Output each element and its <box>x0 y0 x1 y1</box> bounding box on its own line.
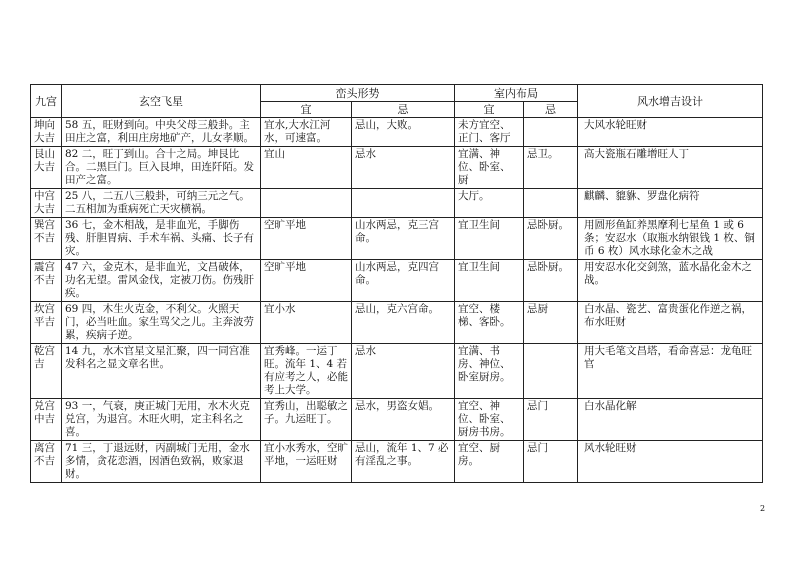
flying-star-cell: 47 六，金克木，是非血光，文昌破体，功名无望。雷风金伐，定被刀伤。伤残肝疾。 <box>62 260 261 302</box>
design-cell: 风水轮旺财 <box>578 441 763 483</box>
table-row <box>31 344 763 399</box>
header-landform-suitable: 宜 <box>261 102 352 118</box>
table-row <box>31 147 763 189</box>
landform-avoid-cell: 忌水 <box>352 344 455 399</box>
landform-suitable-cell: 空旷平地 <box>261 218 352 260</box>
flying-star-cell: 58 五，旺财到向。中央父母三般卦。主田庄之富，利田庄房地矿产，儿女孝顺。 <box>62 118 261 147</box>
flying-star-cell: 93 一，气衰，庚正城门无用，水木火克兑宫，为退宫。木旺火明，定主科名之喜。 <box>62 399 261 441</box>
table-row <box>31 302 763 344</box>
indoor-suitable-cell: 宜满、书房、神位、卧室厨房。 <box>455 344 524 399</box>
page-number: 2 <box>760 504 766 513</box>
palace-cell: 兑宫中吉 <box>31 399 62 441</box>
feng-shui-table <box>30 84 763 483</box>
landform-suitable-cell: 宜小水 <box>261 302 352 344</box>
header-flying-star: 玄空飞星 <box>62 85 261 118</box>
palace-cell: 乾宫吉 <box>31 344 62 399</box>
indoor-suitable-cell: 宜空、厨房。 <box>455 441 524 483</box>
palace-cell: 巽宫不吉 <box>31 218 62 260</box>
table-row <box>31 441 763 483</box>
indoor-suitable-cell: 宜卫生间 <box>455 260 524 302</box>
landform-suitable-cell <box>261 189 352 218</box>
landform-suitable-cell: 宜山 <box>261 147 352 189</box>
indoor-avoid-cell <box>524 118 578 147</box>
design-cell: 大风水轮旺财 <box>578 118 763 147</box>
header-landform: 峦头形势 <box>261 85 455 102</box>
flying-star-cell: 69 四，木生火克金，不利父。火照天门，必当吐血。家生骂父之儿。主奔波劳累，疾病子逆。 <box>62 302 261 344</box>
indoor-avoid-cell: 忌卧厨。 <box>524 260 578 302</box>
indoor-suitable-cell: 宜卫生间 <box>455 218 524 260</box>
landform-avoid-cell: 忌山，大败。 <box>352 118 455 147</box>
palace-cell: 坎宫平吉 <box>31 302 62 344</box>
table-row <box>31 189 763 218</box>
design-cell: 高大瓷瓶石雕增旺人丁 <box>578 147 763 189</box>
design-cell: 白水晶、瓷艺、富贵蛋化作逆之祸，布水旺财 <box>578 302 763 344</box>
indoor-avoid-cell: 忌门 <box>524 441 578 483</box>
indoor-suitable-cell: 宜空、楼梯、客卧。 <box>455 302 524 344</box>
indoor-suitable-cell: 宜空、神位、卧室、厨房书房。 <box>455 399 524 441</box>
header-indoor-suitable: 宜 <box>455 102 524 118</box>
table-row <box>31 218 763 260</box>
design-cell: 用安忍水化交剑煞，蓝水晶化金木之战。 <box>578 260 763 302</box>
table-row <box>31 260 763 302</box>
header-indoor: 室内布局 <box>455 85 578 102</box>
landform-suitable-cell: 宜小水秀水，空旷平地，一运旺财 <box>261 441 352 483</box>
indoor-avoid-cell: 忌门 <box>524 399 578 441</box>
indoor-avoid-cell: 忌卧厨。 <box>524 218 578 260</box>
indoor-avoid-cell: 忌卫。 <box>524 147 578 189</box>
indoor-suitable-cell: 宜满、神位、卧室、厨 <box>455 147 524 189</box>
header-palace: 九宫 <box>31 85 62 118</box>
landform-avoid-cell: 山水两忌，克四宫命。 <box>352 260 455 302</box>
flying-star-cell: 25 八，二五八三般卦，可纳三元之气。二五相加为重病死亡天灾横祸。 <box>62 189 261 218</box>
landform-avoid-cell: 忌山，流年 1、7 必有淫乱之事。 <box>352 441 455 483</box>
landform-avoid-cell: 忌山，克六宫命。 <box>352 302 455 344</box>
header-design: 风水增吉设计 <box>578 85 763 118</box>
landform-avoid-cell: 山水两忌，克三宫命。 <box>352 218 455 260</box>
design-cell: 用大毛笔文昌塔，看命喜忌：龙龟旺官 <box>578 344 763 399</box>
flying-star-cell: 82 二，旺丁到山。合十之局。坤艮比合。二黑巨门。巨入艮坤，田连阡陌。发田产之富。 <box>62 147 261 189</box>
landform-suitable-cell: 空旷平地 <box>261 260 352 302</box>
indoor-avoid-cell <box>524 344 578 399</box>
design-cell: 麒麟、貔貅、罗盘化病符 <box>578 189 763 218</box>
palace-cell: 坤向大吉 <box>31 118 62 147</box>
table-row <box>31 399 763 441</box>
design-cell: 用圆形鱼缸养黑摩利七星鱼 1 或 6 条；安忍水（取瓶水纳银钱 1 枚、铜币 6 枚）风水球化金木之战 <box>578 218 763 260</box>
landform-avoid-cell <box>352 189 455 218</box>
landform-suitable-cell: 宜秀峰。一运丁旺。流年 1、4 若有应考之人，必能考上大学。 <box>261 344 352 399</box>
header-indoor-avoid: 忌 <box>524 102 578 118</box>
flying-star-cell: 36 七，金木相战，是非血光，手脚伤残、肝胆胃病、手术车祸、头痛、长子有灾。 <box>62 218 261 260</box>
palace-cell: 离宫不吉 <box>31 441 62 483</box>
palace-cell: 中宫大吉 <box>31 189 62 218</box>
palace-cell: 震宫不吉 <box>31 260 62 302</box>
palace-cell: 艮山大吉 <box>31 147 62 189</box>
header-landform-avoid: 忌 <box>352 102 455 118</box>
design-cell: 白水晶化解 <box>578 399 763 441</box>
landform-suitable-cell: 宜水,大水江河水，可速富。 <box>261 118 352 147</box>
landform-avoid-cell: 忌水 <box>352 147 455 189</box>
landform-avoid-cell: 忌水，男盗女娼。 <box>352 399 455 441</box>
indoor-suitable-cell: 大厅。 <box>455 189 524 218</box>
flying-star-cell: 14 九，水木官星文星汇聚，四一同宫准发科名之显文章名世。 <box>62 344 261 399</box>
indoor-suitable-cell: 未方宜空、正门、客厅 <box>455 118 524 147</box>
flying-star-cell: 71 三，丁退远财，丙副城门无用，金水多情，贪花恋酒，因酒色致祸，败家退财。 <box>62 441 261 483</box>
landform-suitable-cell: 宜秀山，出聪敏之子。九运旺丁。 <box>261 399 352 441</box>
header-row-top <box>31 85 763 102</box>
indoor-avoid-cell: 忌厨 <box>524 302 578 344</box>
indoor-avoid-cell <box>524 189 578 218</box>
table-row <box>31 118 763 147</box>
